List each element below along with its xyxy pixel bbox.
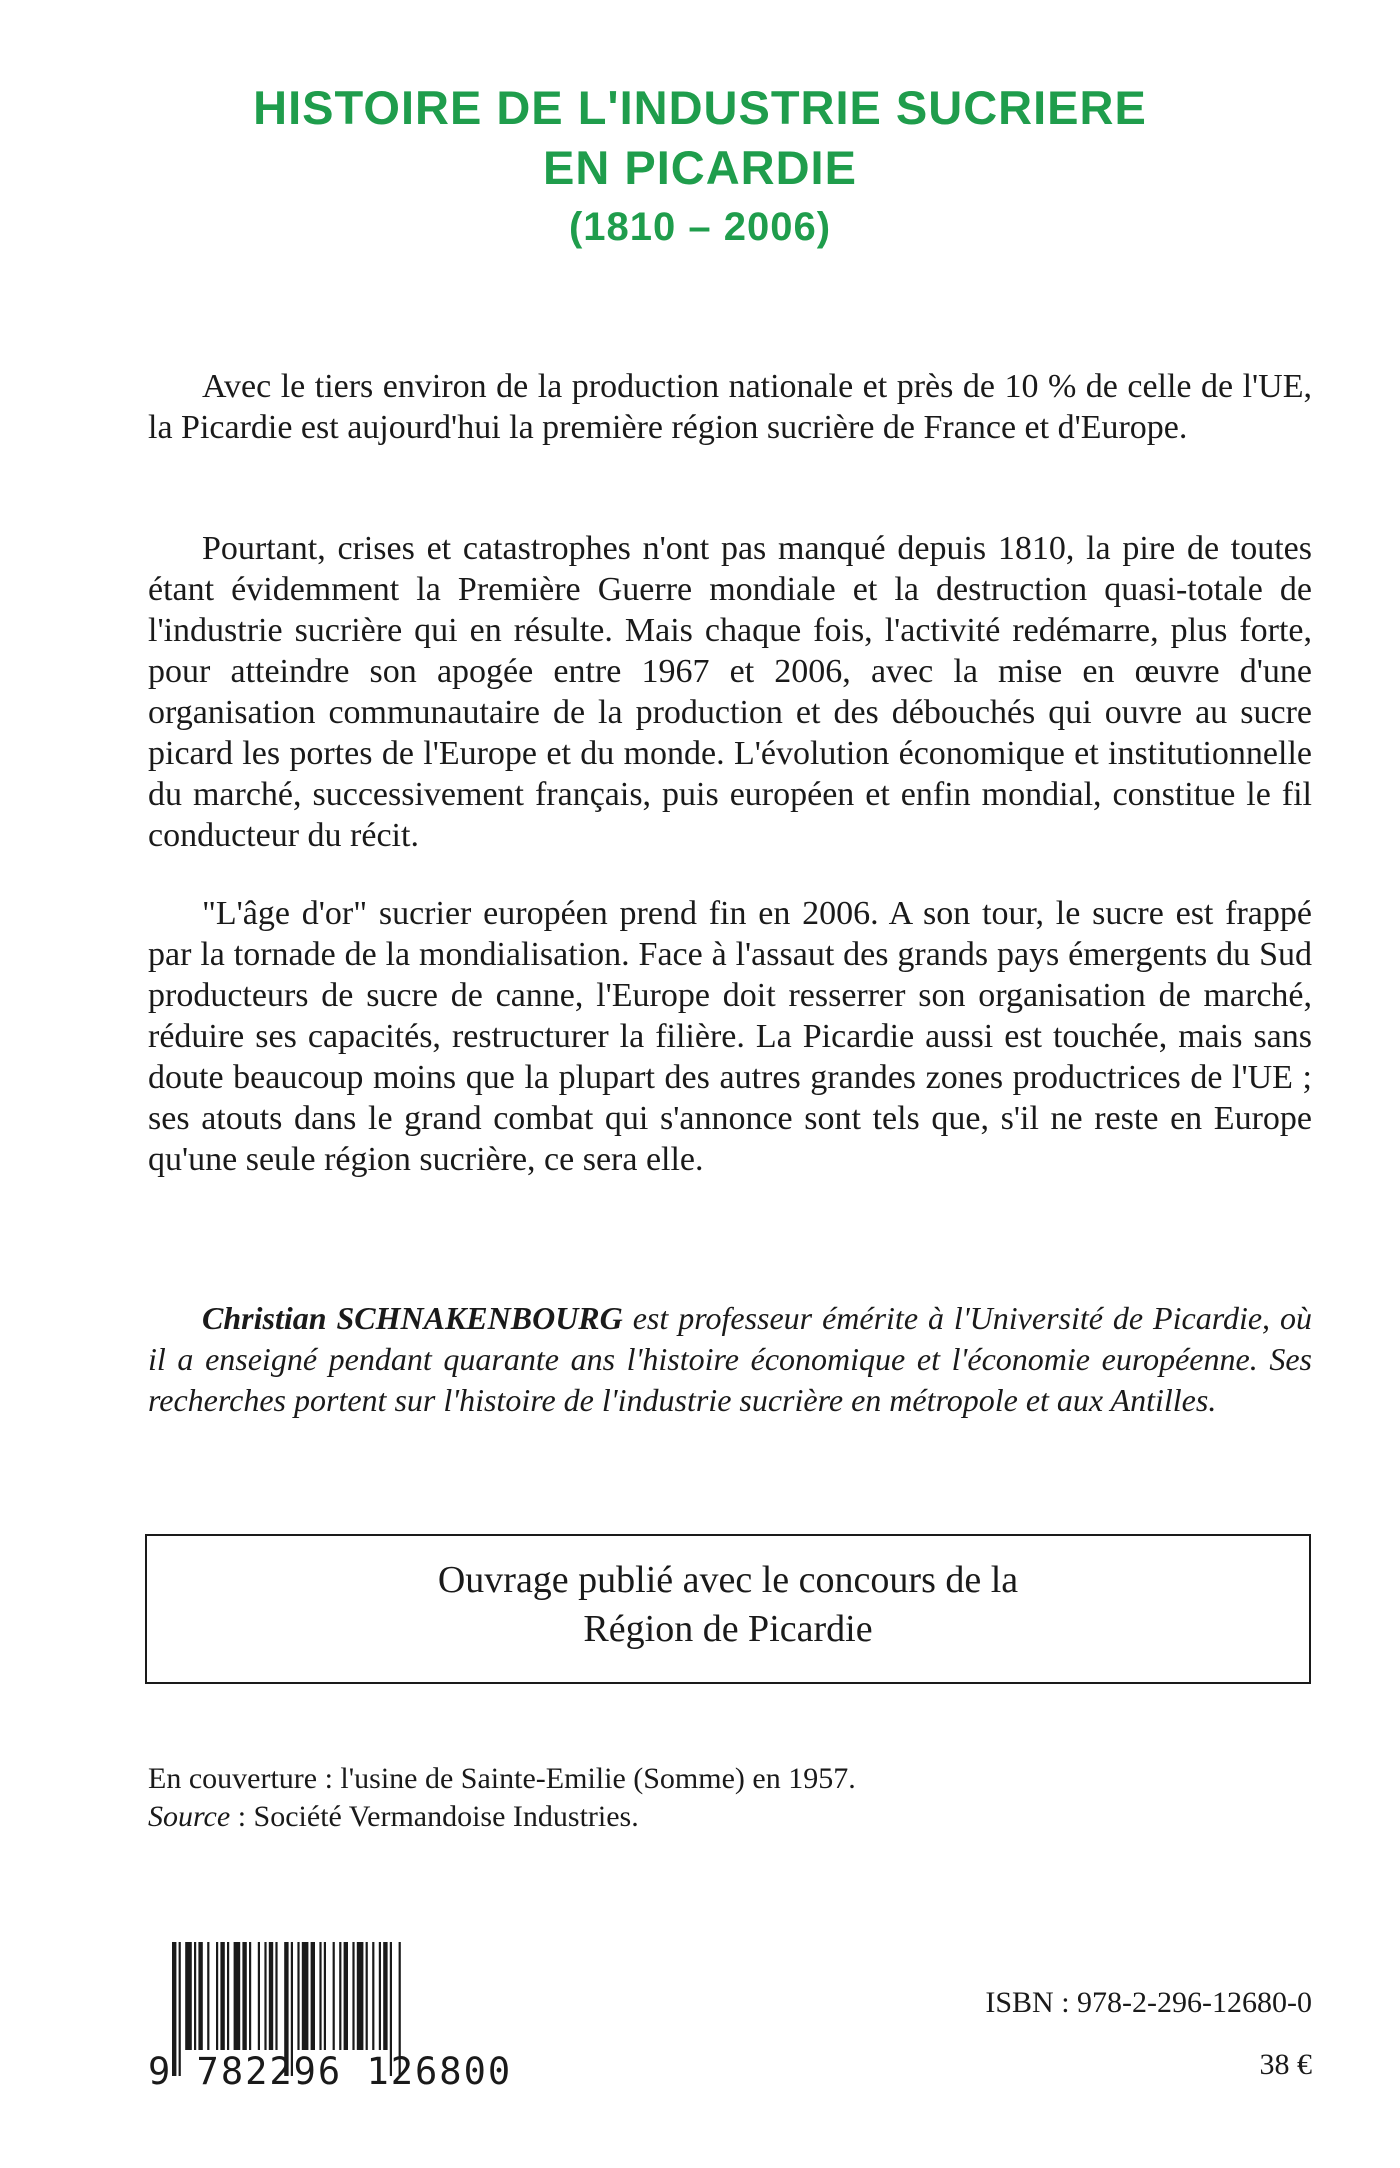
summary-paragraph-3 [148, 893, 1312, 1180]
barcode-bar [275, 1942, 277, 2050]
support-line-1: Ouvrage publié avec le concours de la [437, 1559, 1019, 1601]
cover-source-line [148, 1798, 856, 1836]
author-name: Christian SCHNAKENBOURG [202, 1300, 623, 1336]
barcode-bar [311, 1942, 315, 2050]
support-line-2: Région de Picardie [583, 1608, 873, 1650]
barcode-bar [220, 1942, 224, 2050]
barcode-bar [319, 1942, 321, 2050]
book-title-line-1: HISTOIRE DE L'INDUSTRIE SUCRIERE [253, 81, 1147, 134]
summary-paragraph-1 [148, 366, 1312, 448]
barcode-bar [339, 1942, 341, 2050]
author-bio [148, 1298, 1312, 1421]
barcode-bar [258, 1942, 260, 2050]
barcode-bar [366, 1942, 368, 2050]
barcode-bar [352, 1942, 354, 2050]
barcode-bar [194, 1942, 196, 2050]
author-bio-text: est professeur émérite à l'Université de Picardie, où il a enseigné pendant quarante ans l'histoire économique et l'économie européenne. Ses recherches portent sur l'histoire de l'industrie sucrière en métropole et aux Antilles. [148, 1300, 1313, 1418]
publication-support-box [145, 1534, 1311, 1684]
barcode-bar [383, 1942, 387, 2050]
barcode-bar [249, 1942, 251, 2050]
barcode-bar [227, 1942, 229, 2050]
barcode-bar [372, 1942, 374, 2050]
paragraph-text: Avec le tiers environ de la production nationale et près de 10 % de celle de l'UE, la Picardie est aujourd'hui la première région sucrière de France et d'Europe. [148, 368, 1312, 446]
price: 38 € [1259, 2048, 1312, 2081]
book-title-years: (1810 – 2006) [568, 205, 832, 249]
barcode-bar [379, 1942, 381, 2050]
paragraph-text: Pourtant, crises et catastrophes n'ont pas manqué depuis 1810, la pire de toutes étant évidemment la Première Guerre mondiale et la destruction quasi-totale de l'industrie sucrière qui en résulte. Mais chaque fois, l'activité redémarre, plus forte, pour atteindre son apogée entre 1967 et 2006, avec la mise en œuvre d'une organisation communautaire de la production et des débouchés qui ouvre au sucre picard les portes de l'Europe et du monde. L'évolution économique et institutionnelle du marché, successivement français, puis européen et enfin mondial, constitue le fil conducteur du récit. [148, 530, 1312, 854]
barcode-bar [185, 1942, 192, 2050]
cover-credit [148, 1760, 856, 1836]
cover-credit-line: En couverture : l'usine de Sainte-Emilie (Somme) en 1957. [148, 1762, 856, 1795]
book-title-line-2: EN PICARDIE [543, 141, 857, 194]
paragraph-text: "L'âge d'or" sucrier européen prend fin en 2006. A son tour, le sucre est frappé par la tornade de la mondialisation. Face à l'assaut des grands pays émergents du Sud producteurs de sucre de canne, l'Europe doit resserrer son organisation de marché, réduire ses capacités, restructurer la filière. La Picardie aussi est touchée, mais sans doute beaucoup moins que la plupart des autres grandes zones productrices de l'UE ; ses atouts dans le grand combat qui s'annonce sont tels que, s'il ne reste en Europe qu'une seule région sucrière, ce sera elle. [148, 895, 1312, 1178]
barcode-bar [264, 1942, 266, 2050]
barcode-bar [242, 1942, 246, 2050]
barcode-bar [344, 1942, 348, 2050]
barcode-bar [302, 1942, 309, 2050]
barcode-bar [357, 1942, 364, 2050]
barcode-bar [198, 1942, 202, 2050]
barcode-digits: 9 782296 126800 [148, 2050, 513, 2093]
barcode-bar [269, 1942, 273, 2050]
source-text: : Société Vermandoise Industries. [230, 1800, 639, 1833]
summary-paragraph-2 [148, 528, 1312, 856]
barcode-bar [297, 1942, 299, 2050]
isbn: ISBN : 978-2-296-12680-0 [985, 1986, 1312, 2019]
barcode-bar [234, 1942, 241, 2050]
barcode-bar [324, 1942, 326, 2050]
barcode-bar [333, 1942, 335, 2050]
barcode-bar [207, 1942, 209, 2050]
source-label: Source [148, 1800, 231, 1833]
barcode-bar [216, 1942, 218, 2050]
